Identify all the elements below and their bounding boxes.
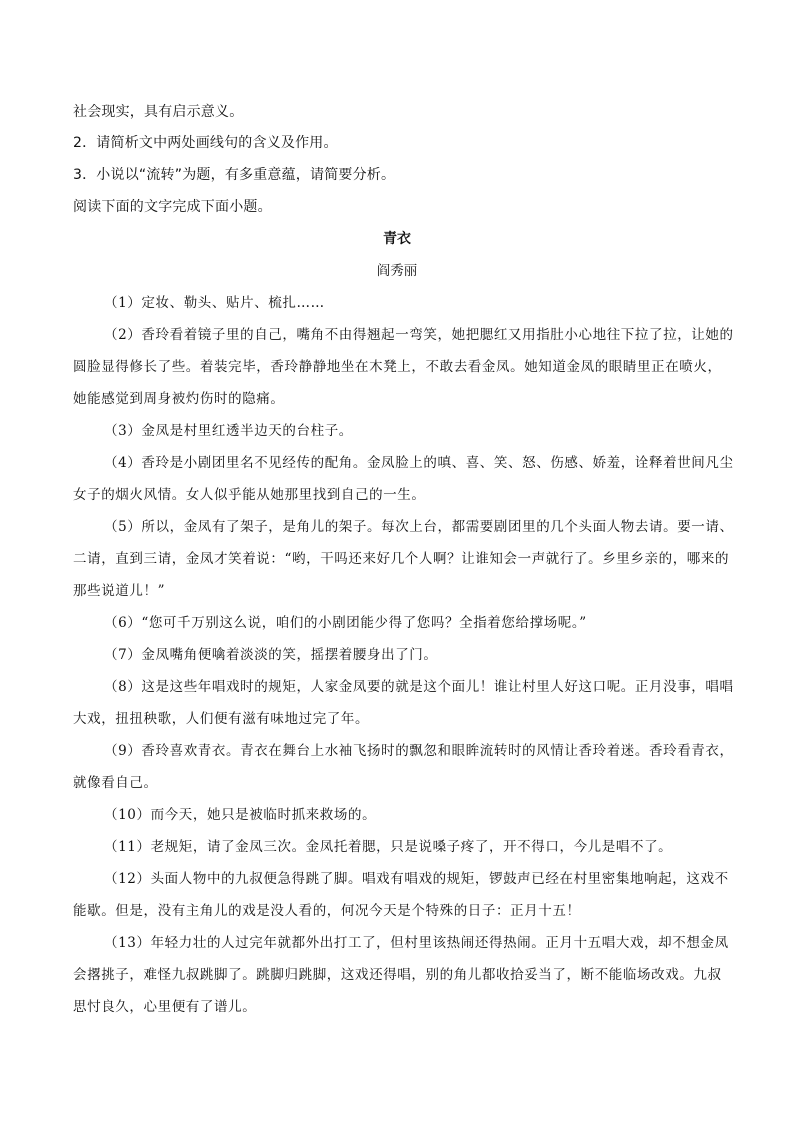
story-line: （6）“您可千万别这么说，咱们的小剧团能少得了您吗？全指着您给撑场呢。” bbox=[104, 615, 587, 631]
story-line: 能歇。但是，没有主角儿的戏是没人看的，何况今天是个特殊的日子：正月十五！ bbox=[73, 903, 581, 919]
story-line: 思忖良久，心里便有了谱儿。 bbox=[73, 999, 257, 1015]
story-line: （9）香玲喜欢青衣。青衣在舞台上水袖飞扬时的飘忽和眼眸流转时的风情让香玲着迷。香玲看青衣， bbox=[104, 743, 734, 759]
story-line: 就像看自己。 bbox=[73, 775, 158, 791]
story-line: （7）金凤嘴角便噙着淡淡的笑，摇摆着腰身出了门。 bbox=[104, 647, 438, 663]
story-line: （12）头面人物中的九叔便急得跳了脚。唱戏有唱戏的规矩，锣鼓声已经在村里密集地响起，这戏不 bbox=[104, 871, 729, 887]
story-author: 阎秀丽 bbox=[376, 263, 418, 279]
story-line: （5）所以，金凤有了架子，是角儿的架子。每次上台，都需要剧团里的几个头面人物去请。要一请、 bbox=[104, 519, 734, 535]
story-title: 青衣 bbox=[383, 231, 411, 247]
story-line: （13）年轻力壮的人过完年就都外出打工了，但村里该热闹还得热闹。正月十五唱大戏，却不想金凤 bbox=[104, 935, 729, 951]
intro-line: 社会现实，具有启示意义。 bbox=[73, 104, 244, 120]
story-line: （2）香玲看着镜子里的自己，嘴角不由得翘起一弯笑，她把腮红又用指肚小心地往下拉了拉，让她的 bbox=[104, 327, 734, 343]
story-line: 圆脸显得修长了些。着装完毕，香玲静静地坐在木凳上，不敢去看金凤。她知道金凤的眼睛里正在喷火， bbox=[73, 359, 722, 375]
story-line: （1）定妆、勒头、贴片、梳扎…… bbox=[104, 295, 325, 311]
question-3: 3．小说以“流转”为题，有多重意蕴，请简要分析。 bbox=[73, 167, 396, 183]
story-line: 女子的烟火风情。女人似乎能从她那里找到自己的一生。 bbox=[73, 487, 426, 503]
story-line: （10）而今天，她只是被临时抓来救场的。 bbox=[104, 807, 377, 823]
reading-instruction: 阅读下面的文字完成下面小题。 bbox=[73, 199, 272, 215]
story-line: （11）老规矩，请了金凤三次。金凤托着腮，只是说嗓子疼了，开不得口，今儿是唱不了。 bbox=[104, 839, 673, 855]
story-line: （3）金凤是村里红透半边天的台柱子。 bbox=[104, 423, 353, 439]
story-line: 那些说道儿！” bbox=[73, 583, 166, 599]
story-line: 二请，直到三请，金凤才笑着说：“哟，干吗还来好几个人啊？让谁知会一声就行了。乡里乡亲的，哪来的 bbox=[73, 551, 730, 567]
story-line: 大戏，扭扭秧歌，人们便有滋有味地过完了年。 bbox=[73, 711, 370, 727]
question-2: 2．请简析文中两处画线句的含义及作用。 bbox=[73, 135, 338, 151]
story-line: （4）香玲是小剧团里名不见经传的配角。金凤脸上的嗔、喜、笑、怒、伤感、娇羞，诠释着世间凡尘 bbox=[104, 455, 734, 471]
story-line: 她能感觉到周身被灼伤时的隐痛。 bbox=[73, 391, 285, 407]
story-line: 会撂挑子，难怪九叔跳脚了。跳脚归跳脚，这戏还得唱，别的角儿都收拾妥当了，断不能临场改戏。九叔 bbox=[73, 967, 722, 983]
story-line: （8）这是这些年唱戏时的规矩，人家金凤要的就是这个面儿！谁让村里人好这口呢。正月没事，唱唱 bbox=[104, 679, 734, 695]
